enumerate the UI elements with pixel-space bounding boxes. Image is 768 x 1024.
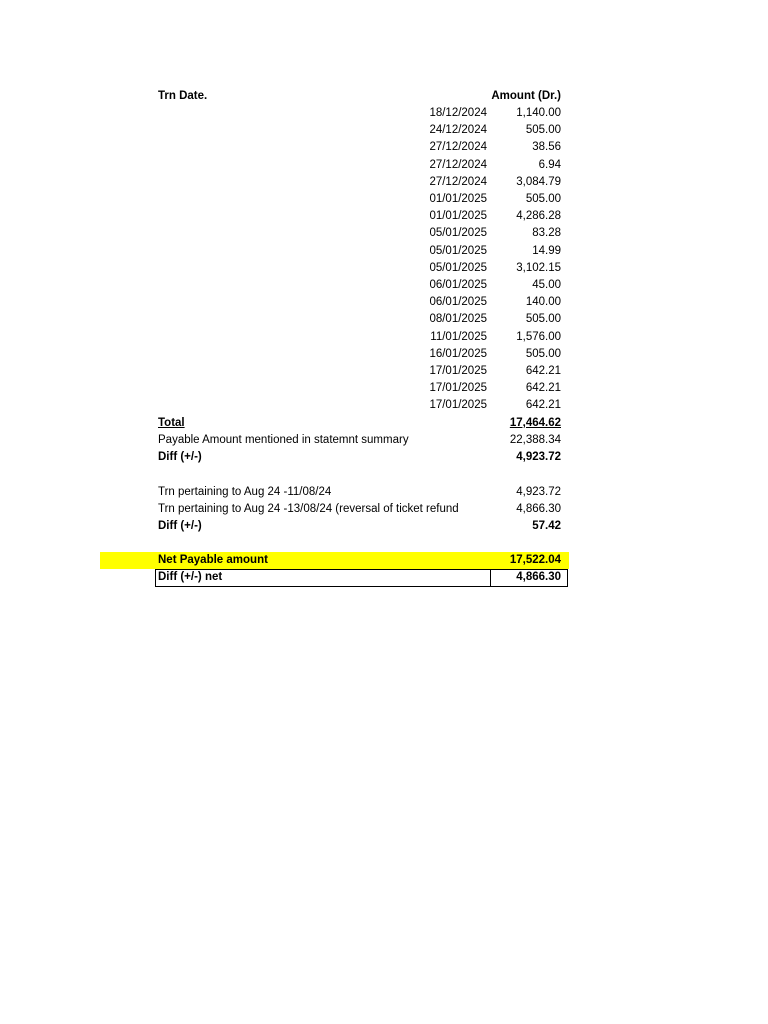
transaction-date: 27/12/2024 xyxy=(429,175,487,188)
transaction-row xyxy=(0,191,768,208)
transaction-amount: 642.21 xyxy=(525,382,561,395)
transaction-amount: 38.56 xyxy=(532,141,561,154)
transaction-date: 11/01/2025 xyxy=(430,330,487,343)
transaction-row xyxy=(0,122,768,139)
transaction-amount: 1,576.00 xyxy=(516,330,561,343)
diff-value: 4,923.72 xyxy=(516,451,561,463)
transaction-row xyxy=(0,208,768,225)
transaction-date: 05/01/2025 xyxy=(429,227,487,240)
amount-header: Amount (Dr.) xyxy=(491,90,561,102)
transaction-row xyxy=(0,311,768,328)
net-payable-value: 17,522.04 xyxy=(509,554,561,566)
total-value: 17,464.62 xyxy=(509,417,561,429)
transaction-amount: 140.00 xyxy=(525,296,561,309)
transaction-date: 24/12/2024 xyxy=(429,124,487,137)
transaction-row xyxy=(0,294,768,311)
transaction-row xyxy=(0,277,768,294)
aug13-value: 4,866.30 xyxy=(516,503,561,515)
transaction-date: 05/01/2025 xyxy=(429,261,487,274)
total-label: Total xyxy=(158,417,185,429)
transaction-date: 17/01/2025 xyxy=(429,382,487,395)
transaction-row xyxy=(0,139,768,156)
transaction-row xyxy=(0,225,768,242)
transaction-row xyxy=(0,243,768,260)
aug11-value: 4,923.72 xyxy=(516,486,561,498)
transaction-date: 17/01/2025 xyxy=(429,365,487,377)
net-payable-row xyxy=(0,552,768,569)
transaction-date: 27/12/2024 xyxy=(429,158,487,171)
aug11-row xyxy=(0,484,768,501)
transaction-date: 18/12/2024 xyxy=(429,107,487,119)
transaction-amount: 45.00 xyxy=(532,279,561,291)
transaction-date: 06/01/2025 xyxy=(429,279,487,291)
transaction-amount: 505.00 xyxy=(525,193,561,205)
transaction-date: 16/01/2025 xyxy=(429,347,487,360)
transaction-row xyxy=(0,174,768,191)
transaction-row xyxy=(0,380,768,397)
diff-label: Diff (+/-) xyxy=(158,451,202,463)
transaction-amount: 3,084.79 xyxy=(516,175,561,188)
net-diff-label: Diff (+/-) net xyxy=(158,571,223,583)
transaction-date: 01/01/2025 xyxy=(429,193,487,205)
net-diff-value: 4,866.30 xyxy=(516,571,561,583)
transaction-row xyxy=(0,329,768,346)
adj-diff-row xyxy=(0,518,768,535)
transaction-amount: 642.21 xyxy=(525,399,561,412)
transaction-amount: 505.00 xyxy=(525,347,561,360)
payable-label: Payable Amount mentioned in statemnt summary xyxy=(158,434,409,446)
transaction-amount: 6.94 xyxy=(538,158,561,171)
net-diff-row xyxy=(0,569,768,586)
transaction-date: 17/01/2025 xyxy=(429,399,487,412)
transaction-amount: 14.99 xyxy=(532,244,561,257)
transaction-row xyxy=(0,397,768,414)
payable-row xyxy=(0,432,768,449)
adj-diff-label: Diff (+/-) xyxy=(158,520,202,532)
aug13-label: Trn pertaining to Aug 24 -13/08/24 (reversal of ticket refund xyxy=(158,503,459,515)
transaction-date: 27/12/2024 xyxy=(429,141,487,154)
header-row xyxy=(0,88,768,105)
transaction-amount: 505.00 xyxy=(525,313,561,326)
transaction-amount: 4,286.28 xyxy=(516,210,561,223)
transaction-row xyxy=(0,157,768,174)
transaction-date: 08/01/2025 xyxy=(429,313,487,326)
transaction-amount: 1,140.00 xyxy=(516,107,561,119)
transaction-amount: 642.21 xyxy=(525,365,561,377)
transaction-date: 05/01/2025 xyxy=(429,244,487,257)
transaction-row xyxy=(0,346,768,363)
transaction-amount: 505.00 xyxy=(525,124,561,137)
transaction-row xyxy=(0,260,768,277)
transaction-amount: 83.28 xyxy=(532,227,561,240)
transaction-date: 01/01/2025 xyxy=(429,210,487,223)
transaction-row xyxy=(0,363,768,380)
aug11-label: Trn pertaining to Aug 24 -11/08/24 xyxy=(158,486,332,498)
adj-diff-value: 57.42 xyxy=(532,520,561,532)
transaction-amount: 3,102.15 xyxy=(516,261,561,274)
transaction-row xyxy=(0,105,768,122)
aug13-row xyxy=(0,501,768,518)
diff-row xyxy=(0,449,768,466)
net-payable-label: Net Payable amount xyxy=(158,554,268,566)
payable-value: 22,388.34 xyxy=(509,434,561,446)
trn-date-header: Trn Date. xyxy=(158,90,208,102)
total-row xyxy=(0,415,768,432)
transaction-date: 06/01/2025 xyxy=(429,296,487,309)
